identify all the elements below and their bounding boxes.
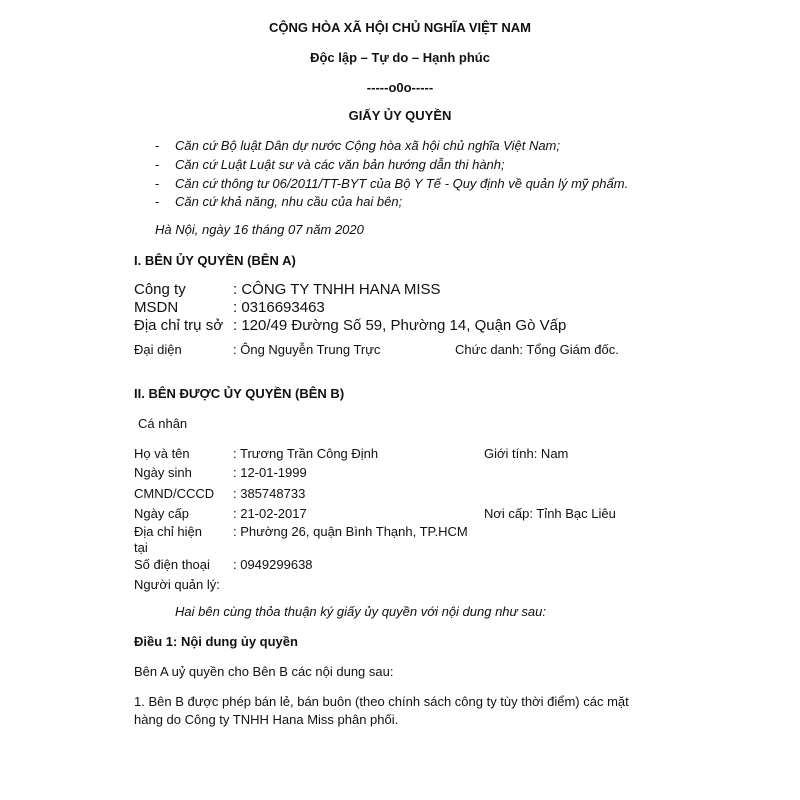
legal-basis-item: Căn cứ Bộ luật Dân dự nước Cộng hòa xã hội chủ nghĩa Việt Nam; — [175, 138, 560, 153]
dob-value: : 12-01-1999 — [233, 465, 307, 480]
dob-label: Ngày sinh — [134, 465, 192, 480]
id-value: : 385748733 — [233, 486, 306, 501]
divider-text: -----o0o----- — [366, 80, 434, 95]
gender-text: Giới tính: Nam — [484, 446, 569, 461]
party-b-type: Cá nhân — [138, 416, 188, 431]
article-1-intro: Bên A uỷ quyền cho Bên B các nội dung sau: — [134, 664, 394, 679]
article-1-heading: Điều 1: Nội dung ủy quyền — [134, 634, 298, 649]
party-a-heading: I. BÊN ỦY QUYỀN (BÊN A) — [134, 253, 296, 268]
issue-date-value: : 21-02-2017 — [233, 506, 307, 521]
address-label: Địa chỉ trụ sở — [134, 317, 224, 334]
residence-label: Địa chỉ hiện — [134, 524, 202, 539]
msdn-value: : 0316693463 — [233, 299, 325, 316]
company-label: Công ty — [134, 281, 186, 298]
phone-value: : 0949299638 — [233, 557, 313, 572]
msdn-label: MSDN — [134, 299, 179, 316]
position-text: Chức danh: Tổng Giám đốc. — [455, 342, 619, 357]
bullet-dash: - — [155, 138, 160, 153]
residence-value: : Phường 26, quận Bình Thạnh, TP.HCM — [233, 524, 468, 539]
name-value: : Trương Trần Công Định — [233, 446, 379, 461]
national-title: CỘNG HÒA XÃ HỘI CHỦ NGHĨA VIỆT NAM — [269, 20, 531, 35]
bullet-dash: - — [155, 157, 160, 172]
legal-basis-item: Căn cứ thông tư 06/2011/TT-BYT của Bộ Y Tế - Quy định về quản lý mỹ phẩm. — [175, 176, 629, 191]
party-b-heading: II. BÊN ĐƯỢC ỦY QUYỀN (BÊN B) — [134, 386, 345, 401]
representative-label: Đại diện — [134, 342, 182, 357]
agreement-text: Hai bên cùng thỏa thuận ký giấy ủy quyền với nội dung như sau: — [175, 604, 546, 619]
guardian-label: Người quản lý: — [134, 577, 220, 592]
address-value: : 120/49 Đường Số 59, Phường 14, Quận Gò Vấp — [233, 317, 567, 334]
name-label: Họ và tên — [134, 446, 190, 461]
company-value: : CÔNG TY TNHH HANA MISS — [233, 281, 441, 298]
legal-basis-item: Căn cứ khả năng, nhu cầu của hai bên; — [175, 194, 403, 209]
residence-label-continued: tại — [134, 540, 148, 555]
representative-value: : Ông Nguyễn Trung Trực — [233, 342, 381, 357]
issue-place-text: Nơi cấp: Tỉnh Bạc Liêu — [484, 506, 616, 521]
id-label: CMND/CCCD — [134, 486, 215, 501]
national-motto: Độc lập – Tự do – Hạnh phúc — [310, 50, 490, 65]
phone-label: Số điện thoại — [134, 557, 210, 572]
article-1-item-1-continued: hàng do Công ty TNHH Hana Miss phân phối. — [134, 712, 399, 727]
bullet-dash: - — [155, 176, 160, 191]
date-line: Hà Nội, ngày 16 tháng 07 năm 2020 — [155, 222, 364, 237]
legal-basis-item: Căn cứ Luật Luật sư và các văn bản hướng dẫn thi hành; — [175, 157, 505, 172]
article-1-item-1: 1. Bên B được phép bán lẻ, bán buôn (theo chính sách công ty tùy thời điểm) các mặt — [134, 694, 629, 709]
bullet-dash: - — [155, 194, 160, 209]
document-title: GIẤY ỦY QUYỀN — [348, 108, 452, 123]
issue-date-label: Ngày cấp — [134, 506, 189, 521]
